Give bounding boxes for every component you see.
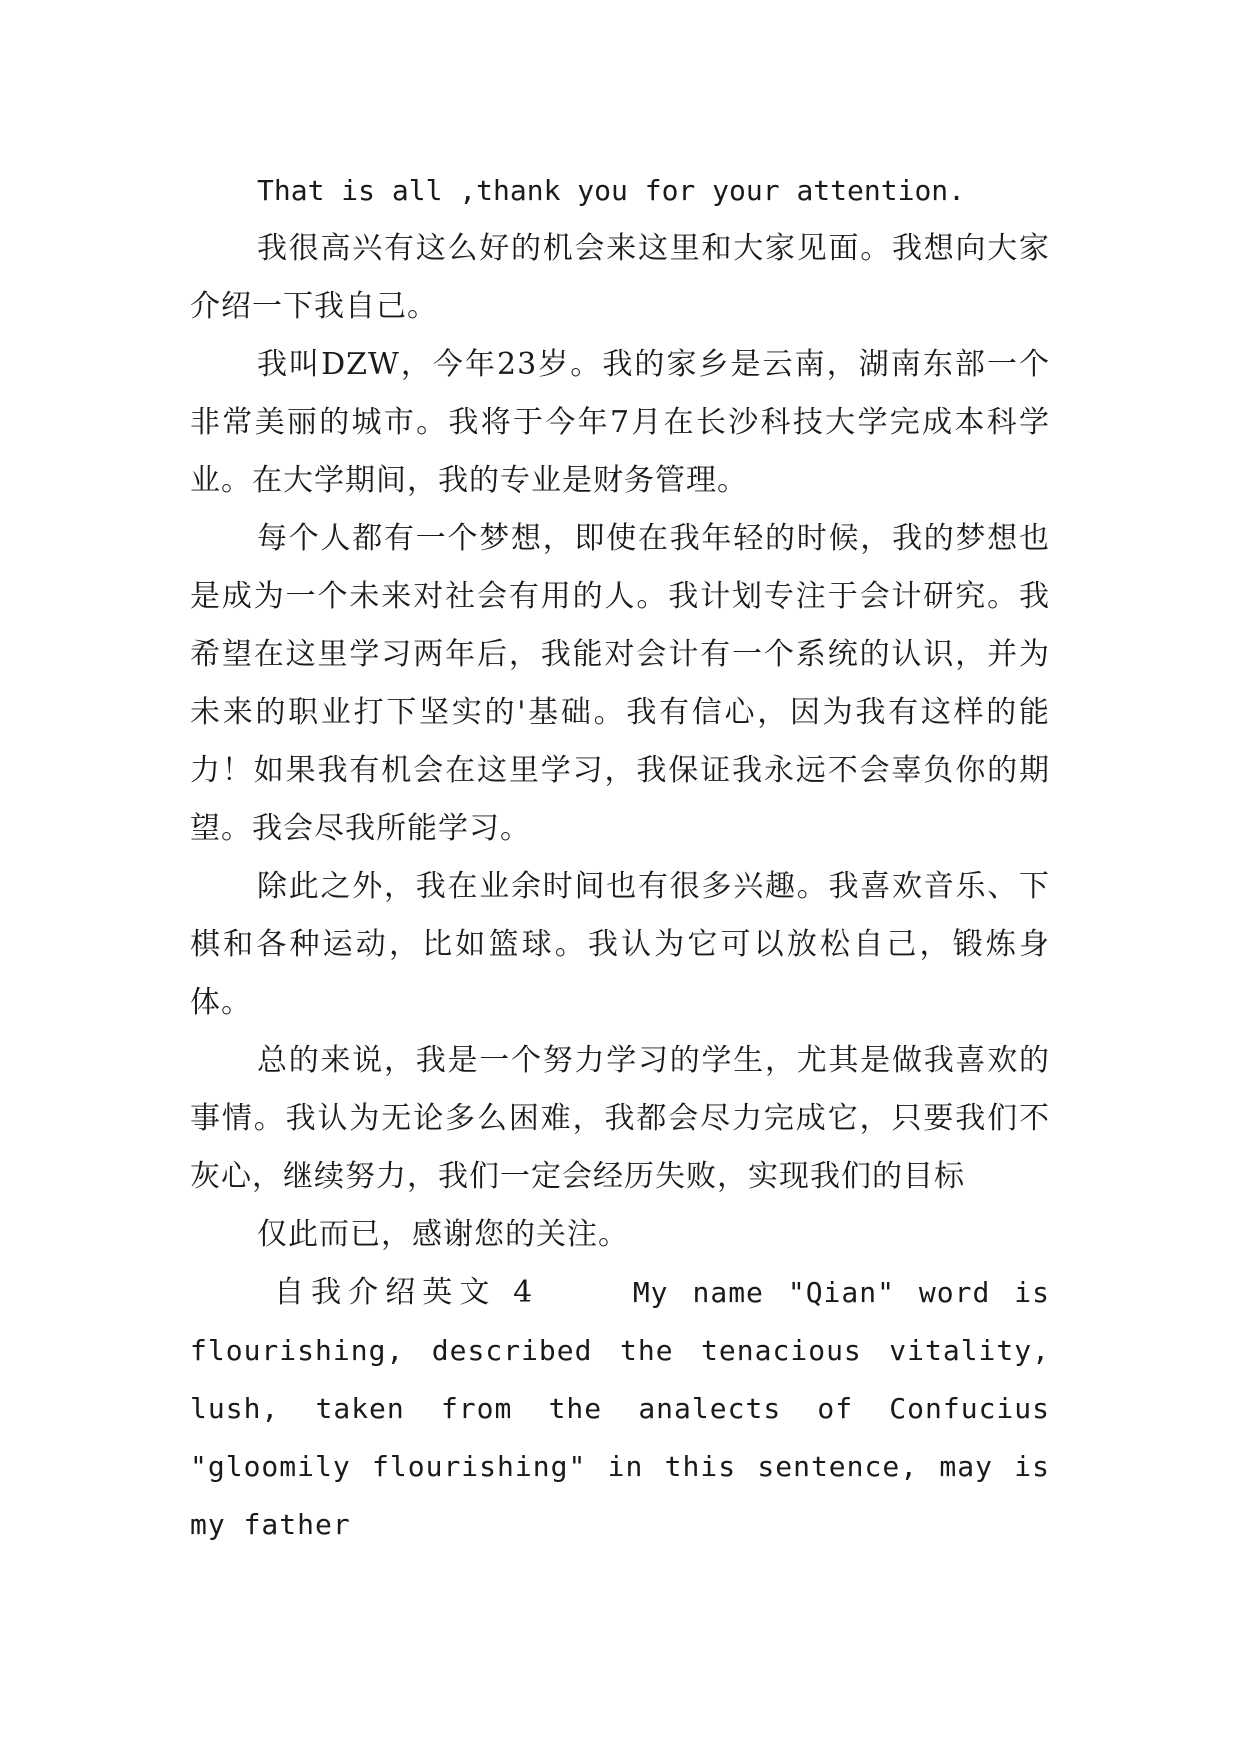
document-body xyxy=(190,162,1068,1554)
closing-line-english: That is all ,thank you for your attention. xyxy=(257,174,966,207)
paragraph-dream: 每个人都有一个梦想，即使在我年轻的时候，我的梦想也是成为一个未来对社会有用的人。我计划专注于会计研究。我希望在这里学习两年后，我能对会计有一个系统的认识，并为未来的职业打下坚实的'基础。我有信心，因为我有这样的能力！如果我有机会在这里学习，我保证我永远不会辜负你的期望。我会尽我所能学习。 xyxy=(190,521,1050,846)
section-text: My name "Qian" word is flourishing, described the tenacious vitality, lush, taken from the analects of Confucius "gloomily flourishing" in this sentence, may is my father xyxy=(190,1276,1068,1541)
paragraph-background: 我叫DZW，今年23岁。我的家乡是云南，湖南东部一个非常美丽的城市。我将于今年7月在长沙科技大学完成本科学业。在大学期间，我的专业是财务管理。 xyxy=(190,347,1050,498)
paragraph-summary: 总的来说，我是一个努力学习的学生，尤其是做我喜欢的事情。我认为无论多么困难，我都会尽力完成它，只要我们不灰心，继续努力，我们一定会经历失败，实现我们的目标 xyxy=(190,1043,1050,1194)
paragraph-greeting: 我很高兴有这么好的机会来这里和大家见面。我想向大家介绍一下我自己。 xyxy=(190,231,1050,324)
paragraph-hobbies: 除此之外，我在业余时间也有很多兴趣。我喜欢音乐、下棋和各种运动，比如篮球。我认为它可以放松自己，锻炼身体。 xyxy=(190,869,1050,1020)
section-intro xyxy=(190,1264,1068,1554)
section-heading: 自我介绍英文 4 xyxy=(274,1275,534,1310)
paragraph-closing: 仅此而已，感谢您的关注。 xyxy=(257,1217,629,1252)
